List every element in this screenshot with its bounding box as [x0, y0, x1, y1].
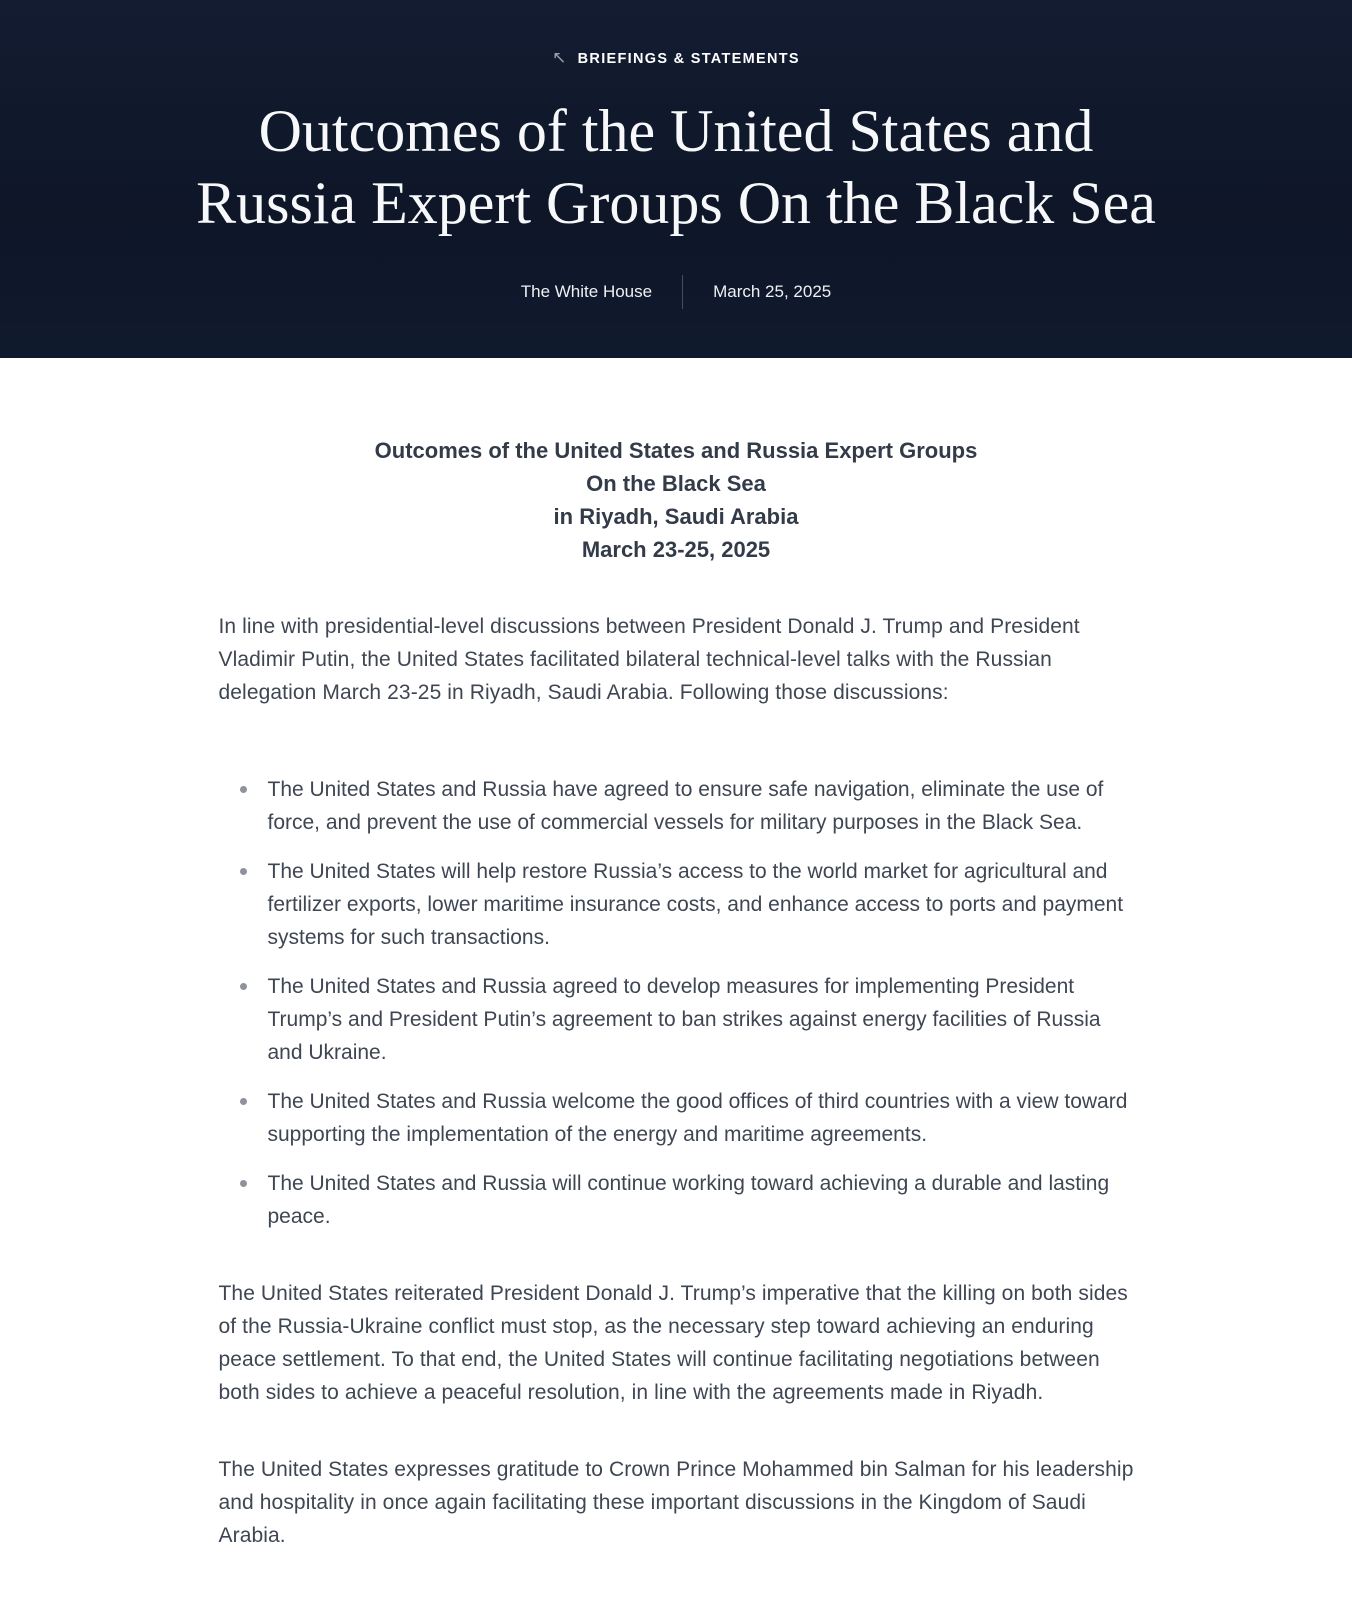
list-item	[219, 773, 1134, 839]
closing-paragraphs	[219, 1277, 1134, 1552]
breadcrumb-label: BRIEFINGS & STATEMENTS	[577, 50, 800, 67]
date-label: March 25, 2025	[713, 282, 832, 301]
paragraph: The United States reiterated President Donald J. Trump’s imperative that the killing on both sides of the Russia-Ukraine conflict must stop, as the necessary step toward achieving an enduring peace settlement. To that end, the United States will continue facilitating negotiations between both sides to achieve a peaceful resolution, in line with the agreements made in Riyadh.	[218, 1282, 1128, 1404]
arrow-up-left-icon: ↖	[552, 48, 568, 67]
outcomes-bullet-list	[219, 773, 1134, 1233]
bullet-dot-icon	[240, 868, 247, 875]
list-item	[219, 1167, 1134, 1233]
list-item-text: The United States and Russia agreed to develop measures for implementing President Trump’s and President Putin’s agreement to ban strikes against energy facilities of Russia and Ukraine.	[267, 975, 1101, 1064]
bullet-dot-icon	[240, 786, 247, 793]
bullet-dot-icon	[240, 1180, 247, 1187]
source-label: The White House	[520, 282, 653, 301]
meta-divider	[682, 275, 683, 309]
list-item	[219, 970, 1134, 1069]
hero-header	[0, 0, 1352, 358]
document-heading	[219, 434, 1134, 566]
list-item-text: The United States and Russia will continue working toward achieving a durable and lasting peace.	[267, 1172, 1110, 1228]
page-title: Outcomes of the United States and Russia Expert Groups On the Black Sea	[196, 98, 1156, 236]
list-item-text: The United States and Russia welcome the good offices of third countries with a view toward supporting the implementation of the energy and maritime agreements.	[267, 1090, 1128, 1146]
document-heading-line: March 23-25, 2025	[581, 537, 771, 562]
list-item-text: The United States will help restore Russia’s access to the world market for agricultural and fertilizer exports, lower maritime insurance costs, and enhance access to ports and payment systems for such transactions.	[267, 860, 1124, 949]
bullet-dot-icon	[240, 1098, 247, 1105]
breadcrumb-briefings-statements-link[interactable]	[552, 50, 800, 67]
paragraph: The United States expresses gratitude to Crown Prince Mohammed bin Salman for his leadership and hospitality in once again facilitating these important discussions in the Kingdom of Saudi Arabia.	[218, 1458, 1134, 1547]
list-item	[219, 1085, 1134, 1151]
intro-paragraph: In line with presidential-level discussions between President Donald J. Trump and President Vladimir Putin, the United States facilitated bilateral technical-level talks with the Russian delegation March 23-25 in Riyadh, Saudi Arabia. Following those discussions:	[218, 615, 1080, 704]
list-item	[219, 855, 1134, 954]
document-heading-line: On the Black Sea	[586, 471, 766, 496]
document-heading-line: in Riyadh, Saudi Arabia	[553, 504, 799, 529]
list-item-text: The United States and Russia have agreed to ensure safe navigation, eliminate the use of force, and prevent the use of commercial vessels for military purposes in the Black Sea.	[267, 778, 1104, 834]
article-meta	[40, 275, 1312, 309]
article-body	[219, 358, 1134, 1612]
document-heading-line: Outcomes of the United States and Russia Expert Groups	[374, 438, 978, 463]
bullet-dot-icon	[240, 983, 247, 990]
